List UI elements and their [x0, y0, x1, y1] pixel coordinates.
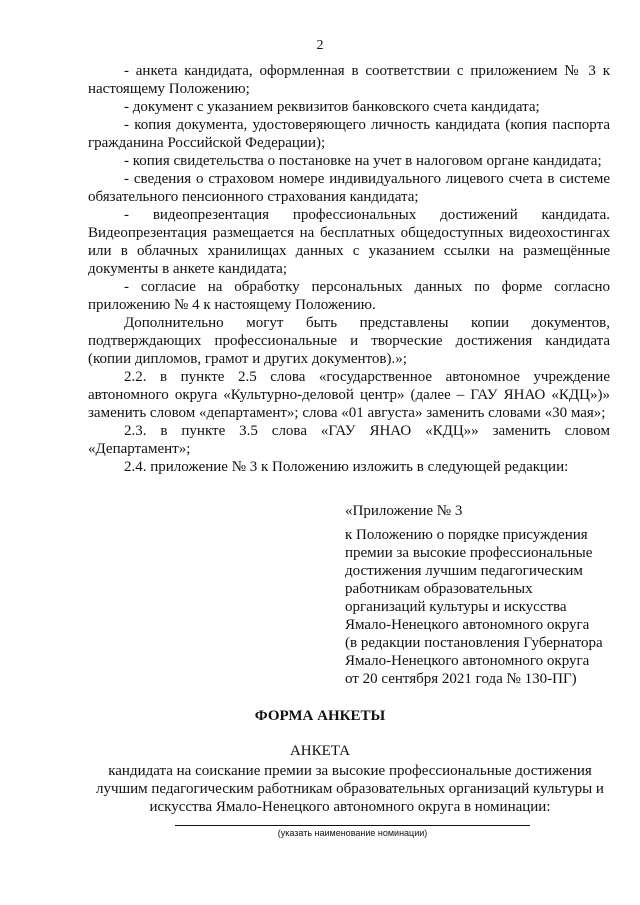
paragraph-tax-certificate: - копия свидетельства о постановке на учет в налоговом органе кандидата; — [124, 153, 602, 169]
appendix-reference-block — [345, 526, 617, 688]
appendix-line: работникам образовательных — [345, 581, 533, 597]
paragraph-clause-2-3: 2.3. в пункте 3.5 слова «ГАУ ЯНАО «КДЦ»» заменить словом «Департамент»; — [88, 423, 610, 457]
anketa-subtitle-line: искусства Ямало-Ненецкого автономного округа в номинации: — [149, 799, 551, 815]
paragraph-additional-documents: Дополнительно могут быть представлены копии документов, подтверждающих профессиональные и творческие достижения кандидата (копии дипломов, грамот и других документов).»; — [88, 315, 610, 367]
appendix-line: достижения лучшим педагогическим — [345, 563, 583, 579]
appendix-line: организаций культуры и искусства — [345, 599, 567, 615]
anketa-subtitle-line: лучшим педагогическим работникам образовательных организаций культуры и — [96, 781, 604, 797]
paragraph-insurance-number: - сведения о страховом номере индивидуального лицевого счета в системе обязательного пенсионного страхования кандидата; — [88, 171, 610, 205]
paragraph-video-presentation: - видеопрезентация профессиональных достижений кандидата. Видеопрезентация размещается на бесплатных общедоступных видеохостингах или в облачных хранилищах данных с указанием ссылки на размещённые документы в анкете кандидата; — [88, 207, 610, 277]
paragraph-clause-2-4: 2.4. приложение № 3 к Положению изложить в следующей редакции: — [124, 459, 569, 475]
nomination-blank-line — [175, 825, 530, 826]
anketa-title: АНКЕТА — [289, 743, 351, 759]
paragraph-bank-details: - документ с указанием реквизитов банковского счета кандидата; — [124, 99, 540, 115]
paragraph-applicant-form: - анкета кандидата, оформленная в соответствии с приложением № 3 к настоящему Положению; — [88, 63, 610, 97]
paragraph-clause-2-2: 2.2. в пункте 2.5 слова «государственное автономное учреждение автономного округа «Культурно-деловой центр» (далее – ГАУ ЯНАО «КДЦ»)» заменить словом «департамент»; слова «01 августа» заменить словами «30 мая»; — [88, 369, 610, 421]
paragraph-passport-copy: - копия документа, удостоверяющего личность кандидата (копия паспорта гражданина Российской Федерации); — [88, 117, 610, 151]
nomination-hint: (указать наименование номинации) — [277, 828, 428, 838]
appendix-line: Ямало-Ненецкого автономного округа — [345, 617, 590, 633]
appendix-heading: «Приложение № 3 — [345, 503, 463, 519]
anketa-subtitle-line: кандидата на соискание премии за высокие профессиональные достижения — [108, 763, 592, 779]
appendix-line: Ямало-Ненецкого автономного округа — [345, 653, 590, 669]
appendix-line: премии за высокие профессиональные — [345, 545, 593, 561]
appendix-line: от 20 сентября 2021 года № 130-ПГ) — [345, 671, 577, 687]
page-number: 2 — [316, 38, 324, 53]
appendix-line: к Положению о порядке присуждения — [345, 527, 588, 543]
anketa-subtitle — [70, 762, 630, 816]
paragraph-personal-data-consent: - согласие на обработку персональных данных по форме согласно приложению № 4 к настоящему Положению. — [88, 279, 610, 313]
form-title: ФОРМА АНКЕТЫ — [254, 708, 386, 724]
document-body — [88, 62, 610, 476]
appendix-line: (в редакции постановления Губернатора — [345, 635, 603, 651]
